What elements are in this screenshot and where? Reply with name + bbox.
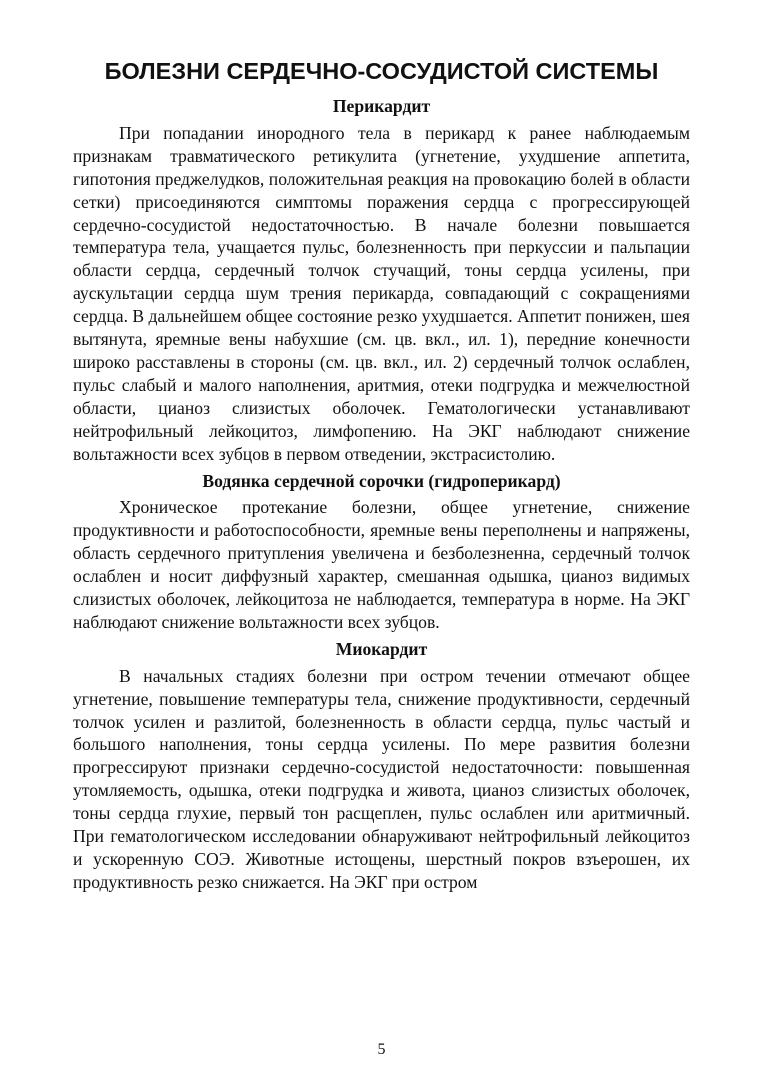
document-body — [73, 95, 690, 894]
section-title-myocarditis: Миокардит — [335, 638, 428, 659]
section-title-pericarditis: Перикардит — [332, 96, 431, 116]
section-myocarditis — [73, 638, 690, 894]
section-text-myocarditis: В начальных стадиях болезни при остром течении отмечают общее угнетение, повышение температуры тела, снижение продуктивности, сердечный толчок усилен и разлитой, болезненность в области сердца, пульс частый и большого наполнения, тоны сердца усилены. По мере развития болезни прогрессируют признаки сердечно-сосудистой недостаточности: повышенная утомляемость, одышка, отеки подгрудка и живота, цианоз слизистых оболочек, тоны сердца глухие, первый тон расщеплен, пульс ослаблен или аритмичный. При гематологическом исследовании обнаруживают нейтрофильный лейкоцитоз и ускоренную СОЭ. Животные истощены, шерстный покров взъерошен, их продуктивность резко снижается. На ЭКГ при остром — [73, 665, 690, 892]
section-hydropericardium — [73, 470, 690, 634]
section-pericarditis — [73, 95, 690, 466]
section-text-hydropericardium: Хроническое протекание болезни, общее угнетение, снижение продуктивности и работоспособности, яремные вены переполнены и напряжены, область сердечного притупления увеличена и безболезненна, сердечный толчок ослаблен и носит диффузный характер, смешанная одышка, цианоз видимых слизистых оболочек, лейкоцитоза не наблюдается, температура в норме. На ЭКГ наблюдают снижение вольтажности всех зубцов. — [73, 497, 690, 632]
page-number: 5 — [377, 1041, 386, 1058]
page-title: БОЛЕЗНИ СЕРДЕЧНО-СОСУДИСТОЙ СИСТЕМЫ — [104, 58, 659, 84]
section-title-hydropericardium: Водянка сердечной сорочки (гидроперикард) — [202, 470, 561, 491]
section-text-pericarditis: При попадании инородного тела в перикард к ранее наблюдаемым признакам травматического ретикулита (угнетение, ухудшение аппетита, гипотония преджелудков, положительная реакция на провокацию болей в области сетки) присоединяются симптомы поражения сердца с прогрессирующей сердечно-сосудистой недостаточностью. В начале болезни повышается температура тела, учащается пульс, болезненность при перкуссии и пальпации области сердца, сердечный толчок стучащий, тоны сердца усилены, при аускультации сердца шум трения перикарда, совпадающий с сокращениями сердца. В дальнейшем общее состояние резко ухудшается. Аппетит понижен, шея вытянута, яремные вены набухшие (см. цв. вкл., ил. 1), передние конечности широко расставлены в стороны (см. цв. вкл., ил. 2) сердечный толчок ослаблен, пульс слабый и малого наполнения, аритмия, отеки подгрудка и межчелюстной области, цианоз слизистых оболочек. Гематологически устанавливают нейтрофильный лейкоцитоз, лимфопению. На ЭКГ наблюдают снижение вольтажности всех зубцов в первом отведении, экстрасистолию. — [73, 122, 690, 464]
